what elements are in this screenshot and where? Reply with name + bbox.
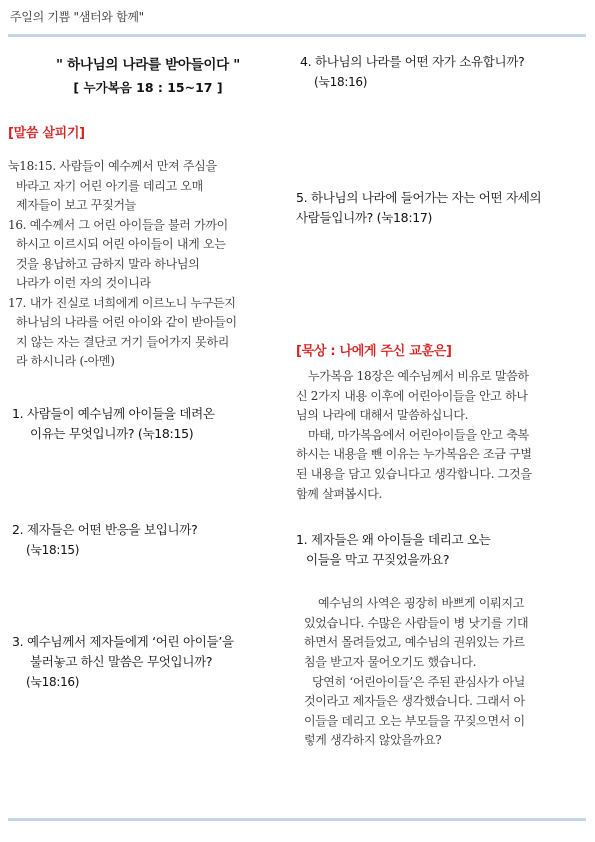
meditation-paragraph-1 [296, 367, 588, 426]
question-line: 1. 제자들은 왜 아이들을 데리고 오는 [296, 532, 491, 548]
meditation-question [296, 530, 588, 570]
question-line: 2. 제자들은 어떤 반응을 보입니까? [12, 521, 198, 537]
verse-line: 하시고 이르시되 어린 아이들이 내게 오는 [16, 237, 226, 251]
paragraph-line: 함께 살펴봅시다. [296, 486, 383, 501]
sermon-reference: [ 누가복음 18 : 15~17 ] [73, 80, 223, 95]
meditation-paragraph-2 [296, 426, 588, 504]
paragraph-line: 누가복음 18장은 예수님께서 비유로 말씀하 [308, 369, 529, 383]
question-1 [8, 404, 288, 444]
header-title: 주일의 기쁨 "샘터와 함께" [10, 10, 144, 24]
verse-16 [8, 216, 288, 294]
verse-line: 제자들이 보고 꾸짖거늘 [16, 198, 136, 212]
paragraph-line: 하시는 내용을 뺀 이유는 누가복음은 조금 구별 [296, 447, 532, 462]
paragraph-line: 침을 받고자 물어오기도 했습니다. [304, 654, 477, 669]
question-2 [8, 520, 288, 560]
verse-line: 16. 예수께서 그 어린 아이들을 불러 가까이 [8, 217, 228, 232]
question-line: 3. 예수님께서 제자들에게 ‘어린 아이들’을 [12, 633, 234, 649]
verse-line: 것을 용납하고 금하지 말라 하나님의 [16, 256, 200, 271]
verse-line: 하나님의 나라를 어린 아이와 같이 받아들이 [16, 315, 237, 329]
scripture-heading: [말씀 살피기] [8, 126, 85, 141]
verse-15 [8, 157, 288, 216]
question-5 [296, 188, 588, 228]
paragraph-line: 님의 나라에 대해서 말씀하십니다. [296, 408, 469, 423]
question-line: 사람들입니까? (눅18:17) [296, 210, 433, 225]
top-divider [8, 34, 586, 37]
paragraph-line: 있었습니다. 수많은 사람들이 병 낫기를 기대 [304, 615, 529, 630]
verse-17 [8, 294, 288, 372]
question-ref: (눅18:15) [26, 542, 80, 557]
answer-paragraph-2 [296, 673, 588, 751]
verse-line: 라 하시니라 (-아멘) [16, 354, 115, 368]
question-line: 이들을 막고 꾸짖었을까요? [306, 552, 450, 568]
question-ref: (눅18:16) [26, 674, 80, 689]
verse-line: 17. 내가 진실로 너희에게 이르노니 누구든지 [8, 295, 236, 310]
question-3 [8, 632, 288, 692]
paragraph-line: 렇게 생각하지 않았을까요? [304, 733, 442, 748]
question-line: 불러놓고 하신 말씀은 무엇입니까? [30, 653, 213, 669]
verse-line: 지 않는 자는 결단코 거기 들어가지 못하리 [16, 334, 230, 349]
paragraph-line: 마태, 마가복음에서 어린아이들을 안고 축복 [308, 427, 529, 442]
question-4 [296, 52, 588, 92]
verse-line: 바라고 자기 어린 아기를 데리고 오매 [16, 178, 203, 193]
paragraph-line: 것이라고 제자들은 생각했습니다. 그래서 아 [304, 694, 525, 709]
question-line: 4. 하나님의 나라를 어떤 자가 소유합니까? [300, 54, 525, 69]
right-column [296, 46, 588, 751]
paragraph-line: 하면서 몰려들었고, 예수님의 권위있는 가르 [304, 635, 525, 650]
question-line: 이유는 무엇입니까? (눅18:15) [30, 425, 194, 441]
answer-paragraph-1 [296, 594, 588, 672]
question-line: 5. 하나님의 나라에 들어가는 자는 어떤 자세의 [296, 190, 542, 205]
paragraph-line: 예수님의 사역은 굉장히 바쁘게 이뤄지고 [318, 596, 525, 611]
question-ref: (눅18:16) [314, 75, 368, 89]
left-column [8, 46, 288, 692]
paragraph-line: 된 내용을 담고 있습니다고 생각합니다. 그것을 [296, 466, 532, 481]
paragraph-line: 신 2가지 내용 이후에 어린아이들을 안고 하나 [296, 388, 528, 403]
verse-line: 눅18:15. 사람들이 예수께서 만져 주심을 [8, 159, 217, 173]
question-line: 1. 사람들이 예수님께 아이들을 데려온 [12, 405, 215, 421]
paragraph-line: 이들을 데리고 오는 부모들을 꾸짖으면서 이 [304, 713, 525, 728]
paragraph-line: 당연히 ‘어린아이들’은 주된 관심사가 아닐 [312, 674, 526, 689]
sermon-title: " 하나님의 나라를 받아들이다 " [56, 57, 240, 73]
verse-line: 나라가 이런 자의 것이니라 [16, 276, 151, 290]
bottom-divider [8, 818, 586, 821]
meditation-heading: [묵상 : 나에게 주신 교훈은] [296, 344, 452, 359]
